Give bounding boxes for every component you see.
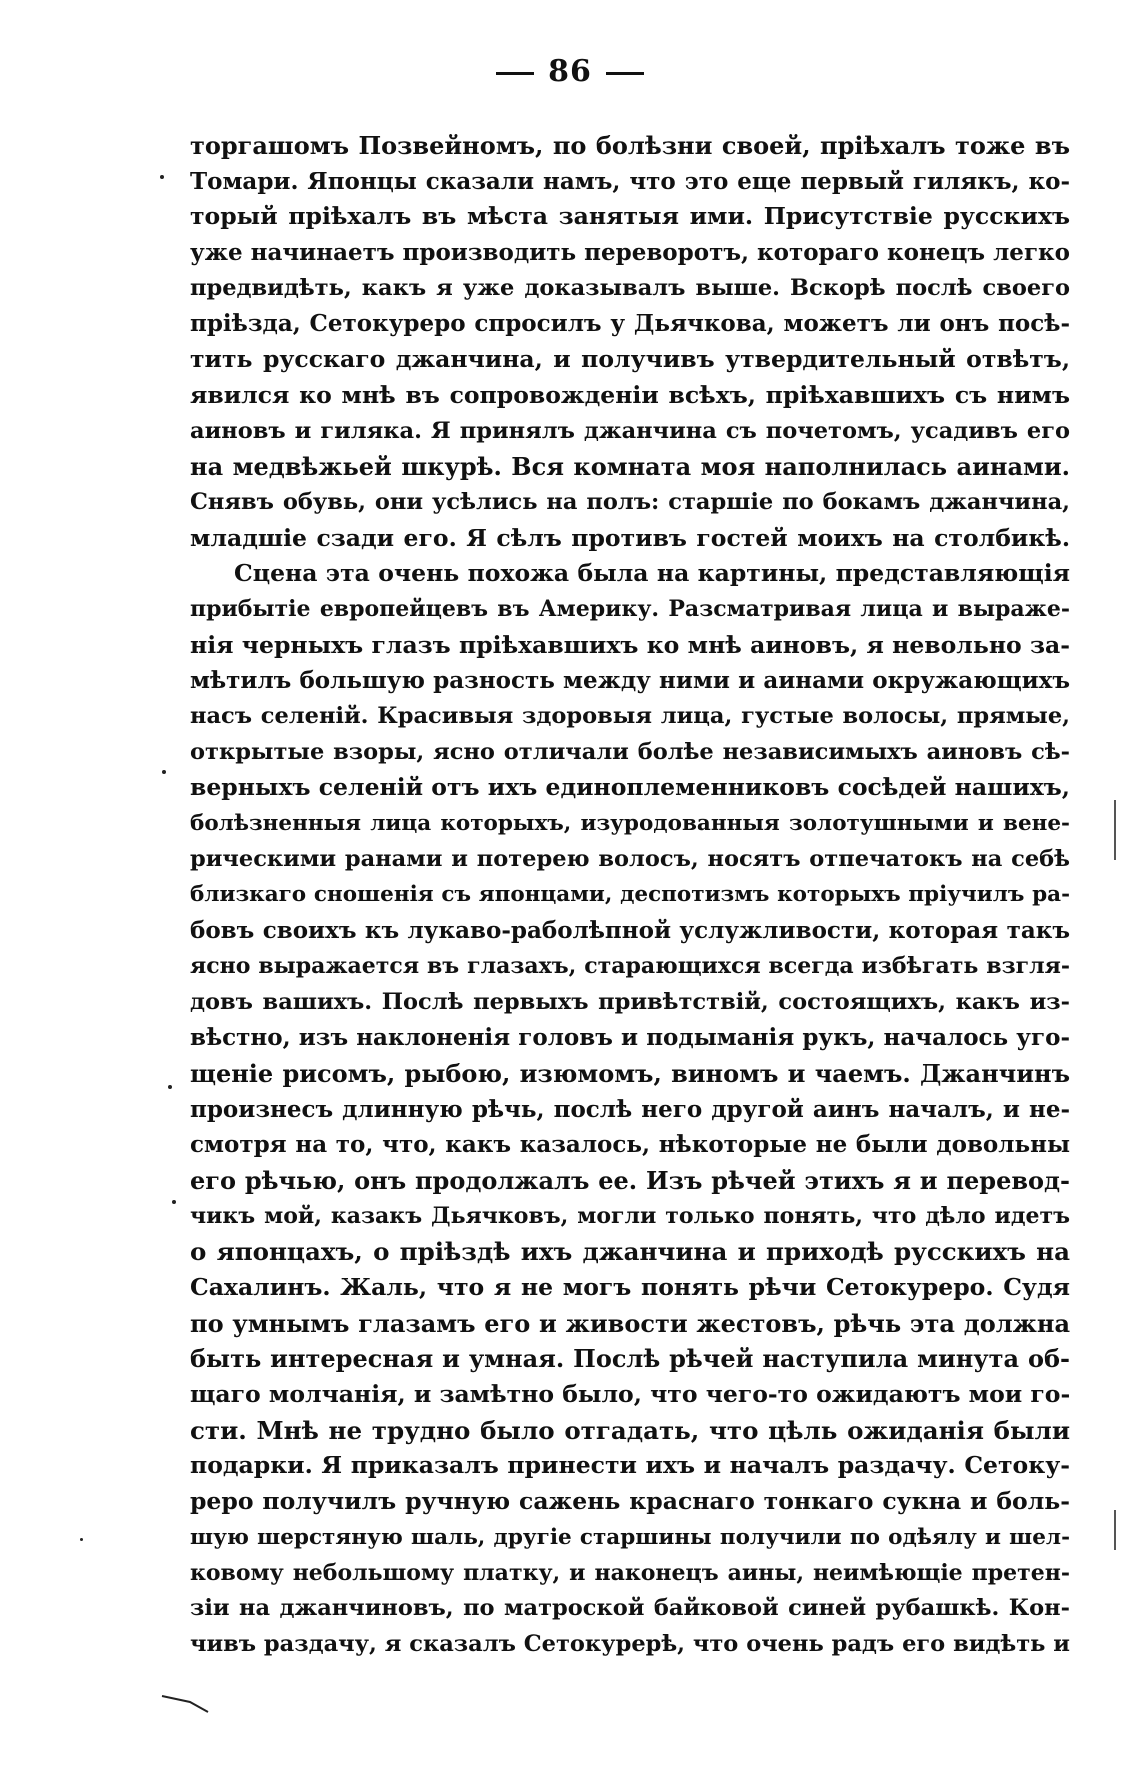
text-line: о японцахъ, о пріѣздѣ ихъ джанчина и приходѣ русскихъ на [190, 1237, 1070, 1267]
text-line: бовъ своихъ къ лукаво-раболѣпной услужливости, которая такъ [190, 917, 1070, 945]
text-line: ковому небольшому платку, и наконецъ аины, неимѣющіе претен- [190, 1559, 1070, 1586]
text-line: сти. Мнѣ не трудно было отгадать, что цѣль ожиданія были [190, 1415, 1070, 1445]
text-line: довъ вашихъ. Послѣ первыхъ привѣтствій, состоящихъ, какъ из- [190, 988, 1070, 1015]
text-line: нія черныхъ глазъ пріѣхавшихъ ко мнѣ аиновъ, я невольно за- [190, 630, 1070, 659]
text-line: подарки. Я приказалъ принести ихъ и началъ раздачу. Сетоку- [190, 1451, 1070, 1480]
text-line: вѣстно, изъ наклоненія головъ и подыманія рукъ, началось уго- [190, 1024, 1070, 1052]
scan-speck [160, 175, 164, 179]
text-line: Сахалинъ. Жаль, что я не могъ понять рѣчи Сетокуреро. Судя [190, 1273, 1070, 1301]
scan-speck [80, 1538, 83, 1541]
scan-stroke [160, 1690, 230, 1720]
text-line: близкаго сношенія съ японцами, деспотизмъ которыхъ пріучилъ ра- [190, 882, 1070, 908]
text-line: тить русскаго джанчина, и получивъ утвердительный отвѣтъ, [190, 345, 1070, 374]
text-line: щаго молчанія, и замѣтно было, что чего-то ожидаютъ мои го- [190, 1380, 1070, 1409]
left-dash [496, 72, 534, 75]
scan-speck [168, 1085, 172, 1089]
text-line: чикъ мой, казакъ Дьячковъ, могли только понять, что дѣло идетъ [190, 1202, 1070, 1229]
text-line: открытые взоры, ясно отличали болѣе независимыхъ аиновъ сѣ- [190, 738, 1070, 765]
text-line: торгашомъ Позвейномъ, по болѣзни своей, пріѣхалъ тоже въ [190, 131, 1070, 160]
text-line: шую шерстяную шаль, другіе старшины получили по одѣялу и шел- [190, 1524, 1070, 1550]
right-dash [606, 72, 644, 75]
text-line: по умнымъ глазамъ его и живости жестовъ, рѣчь эта должна [190, 1308, 1070, 1338]
scan-edge-mark [1114, 1510, 1116, 1550]
text-line: болѣзненныя лица которыхъ, изуродованныя золотушными и вене- [190, 811, 1070, 837]
text-line: Снявъ обувь, они усѣлись на полъ: старшіе по бокамъ джанчина, [190, 488, 1070, 515]
text-line: пріѣзда, Сетокуреро спросилъ у Дьячкова, можетъ ли онъ посѣ- [190, 310, 1070, 338]
text-line: прибытіе европейцевъ въ Америку. Разсматривая лица и выраже- [190, 595, 1070, 622]
text-line: быть интересная и умная. Послѣ рѣчей наступила минута об- [190, 1344, 1070, 1374]
text-line: верныхъ селеній отъ ихъ единоплеменниковъ сосѣдей нашихъ, [190, 773, 1070, 802]
text-line: реро получилъ ручную сажень краснаго тонкаго сукна и боль- [190, 1487, 1070, 1516]
text-line: его рѣчью, онъ продолжалъ ее. Изъ рѣчей этихъ я и перевод- [190, 1165, 1070, 1195]
page-number: 86 [548, 54, 592, 89]
text-line: зіи на джанчиновъ, по матроской байковой синей рубашкѣ. Кон- [190, 1595, 1070, 1622]
text-line: на медвѣжьей шкурѣ. Вся комната моя наполнилась аинами. [190, 452, 1070, 482]
scan-edge-mark [1114, 800, 1116, 860]
text-line: щеніе рисомъ, рыбою, изюмомъ, виномъ и чаемъ. Джанчинъ [190, 1058, 1070, 1088]
text-line: ясно выражается въ глазахъ, старающихся всегда избѣгать взгля- [190, 952, 1070, 979]
text-line: предвидѣть, какъ я уже доказывалъ выше. Вскорѣ послѣ своего [190, 274, 1070, 301]
scan-speck [172, 1200, 176, 1204]
body-text [190, 128, 1070, 1663]
text-line: смотря на то, что, какъ казалось, нѣкоторые не были довольны [190, 1131, 1070, 1159]
text-line: младшіе сзади его. Я сѣлъ противъ гостей моихъ на столбикѣ. [190, 523, 1070, 552]
text-line: аиновъ и гиляка. Я принялъ джанчина съ почетомъ, усадивъ его [190, 417, 1070, 444]
text-line: уже начинаетъ производить переворотъ, котораго конецъ легко [190, 239, 1070, 267]
text-line: Сцена эта очень похожа была на картины, представляющія [234, 559, 1070, 588]
page-number-header [0, 54, 1140, 89]
text-line: чивъ раздачу, я сказалъ Сетокурерѣ, что очень радъ его видѣть и [190, 1630, 1070, 1657]
text-line: насъ селеній. Красивыя здоровыя лица, густые волосы, прямые, [190, 703, 1070, 729]
text-line: явился ко мнѣ въ сопровожденіи всѣхъ, пріѣхавшихъ съ нимъ [190, 380, 1070, 409]
scan-speck [162, 770, 166, 774]
text-line: торый пріѣхалъ въ мѣста занятыя ими. Присутствіе русскихъ [190, 202, 1070, 231]
text-line: произнесъ длинную рѣчь, послѣ него другой аинъ началъ, и не- [190, 1095, 1070, 1123]
text-line: мѣтилъ большую разность между ними и аинами окружающихъ [190, 667, 1070, 695]
text-line: Томари. Японцы сказали намъ, что это еще первый гилякъ, ко- [190, 167, 1070, 195]
text-line: рическими ранами и потерею волосъ, носятъ отпечатокъ на себѣ [190, 845, 1070, 872]
